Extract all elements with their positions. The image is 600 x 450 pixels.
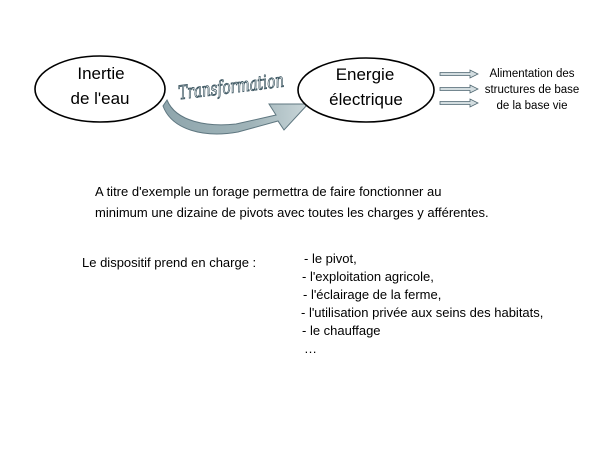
target-node-line-2: électrique [329, 90, 403, 109]
output-arrow-2 [440, 85, 478, 93]
list-item: - l'éclairage de la ferme, [303, 287, 442, 302]
list-item: … [304, 341, 317, 356]
output-line-1: Alimentation des [489, 68, 575, 80]
target-node [298, 58, 434, 122]
output-arrow-1 [440, 70, 478, 78]
list-item: - le pivot, [304, 251, 357, 266]
transformation-label: Transformation [177, 64, 329, 105]
source-node-line-2: de l'eau [70, 89, 130, 108]
example-paragraph: A titre d'exemple un forage permettra de faire fonctionner au minimum une dizaine de pivots avec toutes les charges y afférentes. [95, 184, 489, 220]
list-item: - le chauffage [302, 323, 381, 338]
transformation-arrow [163, 100, 308, 134]
output-arrows [440, 70, 478, 107]
output-line-3: de la base vie [496, 100, 568, 112]
dispositif-list [300, 250, 543, 358]
output-arrow-3 [440, 99, 478, 107]
list-item: - l'exploitation agricole, [302, 269, 434, 284]
output-label [485, 68, 580, 112]
list-item: - l'utilisation privée aux seins des habitats, [301, 305, 544, 320]
target-node-line-1: Energie [335, 65, 395, 84]
output-line-2: structures de base [484, 84, 580, 96]
dispositif-intro: Le dispositif prend en charge : [82, 255, 257, 270]
source-node [35, 56, 165, 122]
source-node-line-1: Inertie [77, 64, 125, 83]
